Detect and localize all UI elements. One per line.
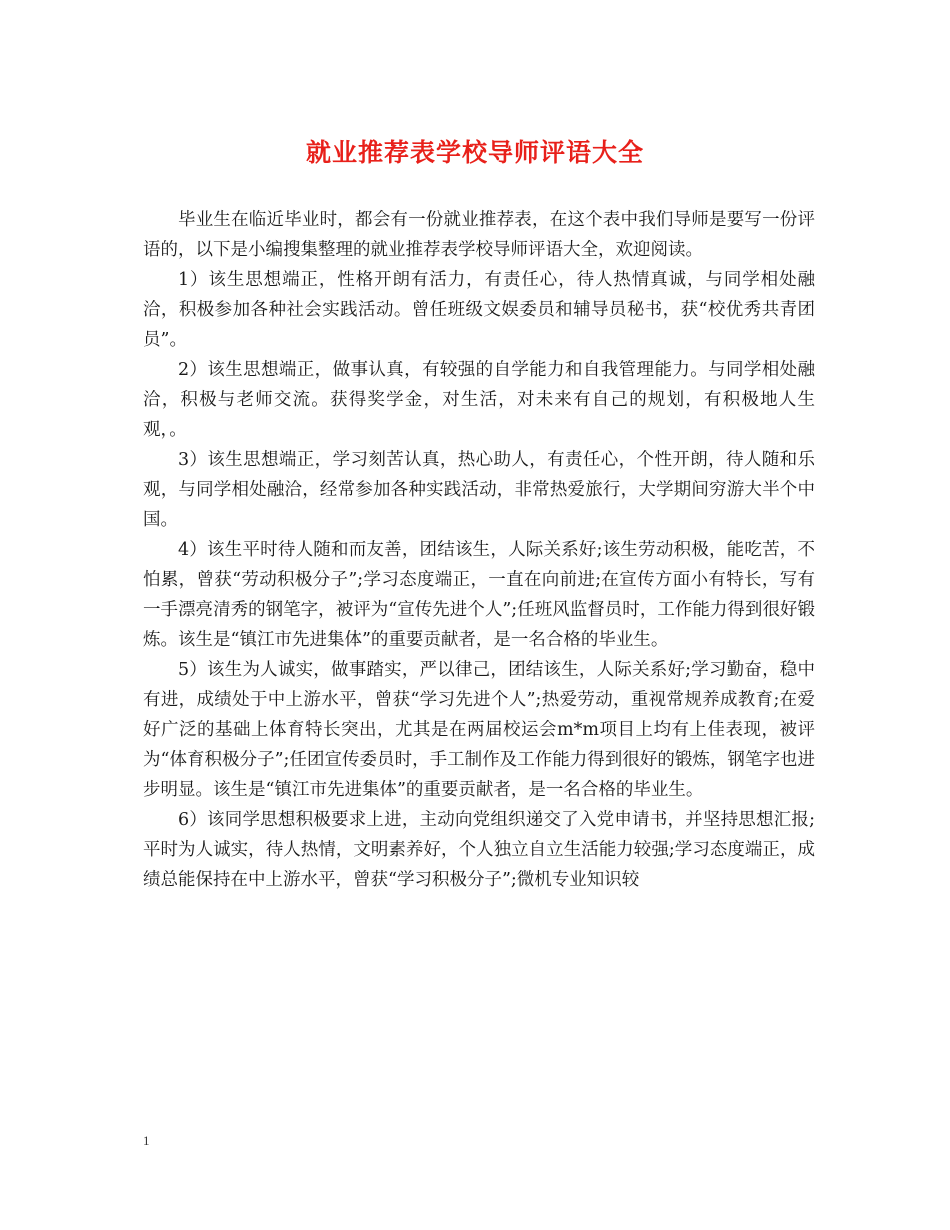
- comment-paragraph-2: 2）该生思想端正，做事认真，有较强的自学能力和自我管理能力。与同学相处融洽，积极与老师交流。获得奖学金，对生活，对未来有自己的规划，有积极地人生观，。: [143, 360, 815, 440]
- comment-paragraph-4: 4）该生平时待人随和而友善，团结该生，人际关系好;该生劳动积极，能吃苦，不怕累，曾获“劳动积极分子”;学习态度端正，一直在向前进;在宣传方面小有特长，写有一手漂亮清秀的钢笔字，被评为“宣传先进个人”;任班风监督员时，工作能力得到很好锻炼。该生是“镇江市先进集体”的重要贡献者，是一名合格的毕业生。: [143, 540, 815, 650]
- comment-paragraph-3: 3）该生思想端正，学习刻苦认真，热心助人，有责任心，个性开朗，待人随和乐观，与同学相处融洽，经常参加各种实践活动，非常热爱旅行，大学期间穷游大半个中国。: [143, 450, 815, 530]
- comment-paragraph-1: 1）该生思想端正，性格开朗有活力，有责任心，待人热情真诚，与同学相处融洽，积极参加各种社会实践活动。曾任班级文娱委员和辅导员秘书，获“校优秀共青团员”。: [143, 270, 815, 350]
- comment-paragraph-6: 6）该同学思想积极要求上进，主动向党组织递交了入党申请书，并坚持思想汇报;平时为人诚实，待人热情，文明素养好，个人独立自立生活能力较强;学习态度端正，成绩总能保持在中上游水平，曾获“学习积极分子”;微机专业知识较: [143, 810, 815, 890]
- page-number: 1: [143, 1133, 150, 1148]
- document-title: 就业推荐表学校导师评语大全: [305, 138, 644, 167]
- comment-paragraph-5: 5）该生为人诚实，做事踏实，严以律己，团结该生，人际关系好;学习勤奋，稳中有进，成绩处于中上游水平，曾获“学习先进个人”;热爱劳动，重视常规养成教育;在爱好广泛的基础上体育特长突出，尤其是在两届校运会m*m项目上均有上佳表现，被评为“体育积极分子”;任团宣传委员时，手工制作及工作能力得到很好的锻炼，钢笔字也进步明显。该生是“镇江市先进集体”的重要贡献者，是一名合格的毕业生。: [143, 660, 815, 800]
- document-body: [143, 205, 815, 895]
- intro-paragraph: 毕业生在临近毕业时，都会有一份就业推荐表，在这个表中我们导师是要写一份评语的，以下是小编搜集整理的就业推荐表学校导师评语大全，欢迎阅读。: [143, 210, 815, 260]
